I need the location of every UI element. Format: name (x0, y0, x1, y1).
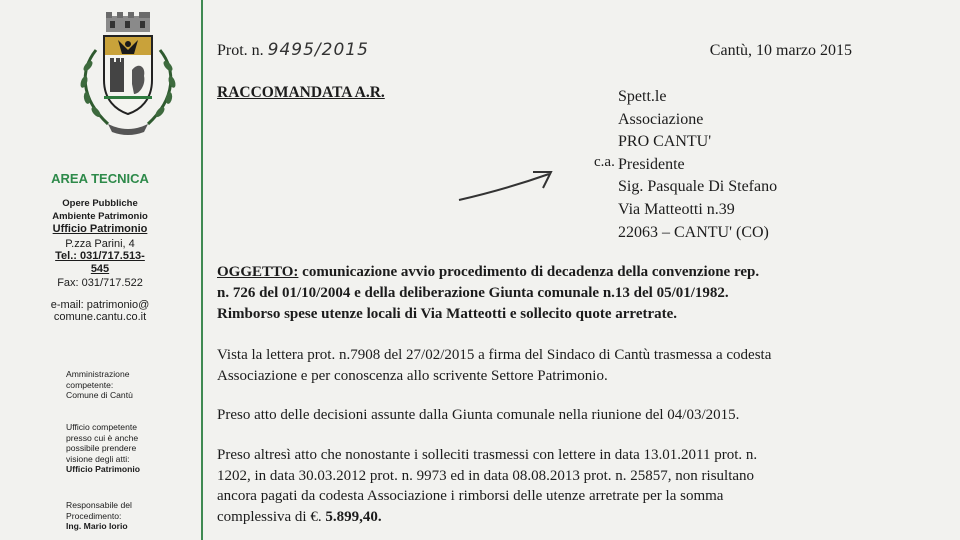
subject-line-3: Rimborso spese utenze locali di Via Matteotti e sollecito quote arretrate. (217, 306, 678, 322)
office-line-3: Ufficio Patrimonio (52, 223, 148, 235)
sidebar (0, 0, 200, 540)
paragraph-1-line-2: Associazione e per conoscenza allo scrivente Settore Patrimonio. (217, 367, 608, 384)
office-line-1: Opere Pubbliche (62, 198, 138, 209)
paragraph-3-line-2: 1202, in data 30.03.2012 prot. n. 9973 ed in data 08.08.2013 prot. n. 25857, non risultano (217, 467, 755, 484)
subject-line-2: n. 726 del 01/10/2004 e della deliberazione Giunta comunale n.13 del 05/01/1982. (217, 285, 729, 301)
responsible-value: Ing. Mario Iorio (66, 521, 128, 532)
admin-block (66, 369, 198, 401)
admin-label-2: competente: (66, 379, 114, 390)
subject-block (217, 262, 877, 325)
office-info-4: visione degli atti: (66, 453, 130, 464)
responsible-block (66, 500, 198, 532)
office-info-value: Ufficio Patrimonio (66, 464, 141, 475)
office-info-block (66, 422, 198, 475)
recipient-line-3: PRO CANTU' (618, 133, 712, 151)
subject-line-1: comunicazione avvio procedimento di decadenza della convenzione rep. (302, 264, 760, 280)
area-title: AREA TECNICA (51, 171, 149, 186)
paragraph-3 (217, 445, 882, 527)
paragraph-3-line-3: ancora pagati da codesta Associazione i rimborsi delle utenze arretrate per la somma (217, 488, 724, 505)
paragraph-3-line-4: complessiva di €. (217, 508, 322, 525)
recipient-line-5: Sig. Pasquale Di Stefano (618, 178, 778, 196)
office-email-2[interactable]: comune.cantu.co.it (53, 311, 147, 323)
recipient-address (618, 86, 777, 244)
responsible-1: Responsabile del (66, 500, 132, 510)
paragraph-2 (217, 405, 882, 426)
recipient-line-7: 22063 – CANTU' (CO) (618, 223, 769, 241)
coat-of-arms-icon (74, 10, 182, 138)
paragraph-1 (217, 345, 882, 386)
registered-mail-label: RACCOMANDATA A.R. (217, 84, 385, 101)
admin-label-1: Amministrazione (66, 369, 130, 379)
office-line-2: Ambiente Patrimonio (52, 210, 148, 222)
paragraph-2-line-1: Preso atto delle decisioni assunte dalla Giunta comunale nella riunione del 04/03/2015. (217, 407, 740, 423)
protocol-label: Prot. n. (217, 42, 264, 59)
total-amount: 5.899,40. (325, 508, 382, 525)
recipient-line-4: Presidente (618, 155, 685, 173)
protocol-value: 9495/2015 (267, 40, 369, 60)
subject-label: OGGETTO: (217, 264, 299, 280)
paragraph-3-line-1: Preso altresì atto che nonostante i solleciti trasmessi con lettere in data 13.01.2011 prot. n. (217, 447, 758, 463)
recipient-line-2: Associazione (618, 110, 704, 128)
admin-value: Comune di Cantù (66, 390, 133, 401)
office-address: P.zza Parini, 4 (65, 237, 135, 250)
responsible-2: Procedimento: (66, 510, 122, 521)
protocol-number (217, 40, 369, 60)
office-info-2: presso cui è anche (66, 432, 139, 443)
office-block (0, 198, 200, 324)
office-info-3: possibile prendere (66, 443, 137, 454)
sidebar-divider (201, 0, 203, 540)
recipient-line-6: Via Matteotti n.39 (618, 200, 735, 218)
office-tel[interactable]: Tel.: 031/717.513- (55, 250, 145, 262)
attention-label: c.a. (594, 154, 615, 170)
office-tel-cont[interactable]: 545 (90, 262, 110, 275)
office-info-1: Ufficio competente (66, 422, 138, 432)
recipient-line-1: Spett.le (618, 88, 667, 105)
letter-date: Cantù, 10 marzo 2015 (709, 42, 852, 59)
handwritten-arrow-icon (455, 162, 565, 206)
paragraph-1-line-1: Vista la lettera prot. n.7908 del 27/02/2015 a firma del Sindaco di Cantù trasmessa a codesta (217, 347, 772, 363)
office-email-1[interactable]: e-mail: patrimonio@ (50, 298, 150, 311)
office-fax: Fax: 031/717.522 (57, 277, 143, 289)
